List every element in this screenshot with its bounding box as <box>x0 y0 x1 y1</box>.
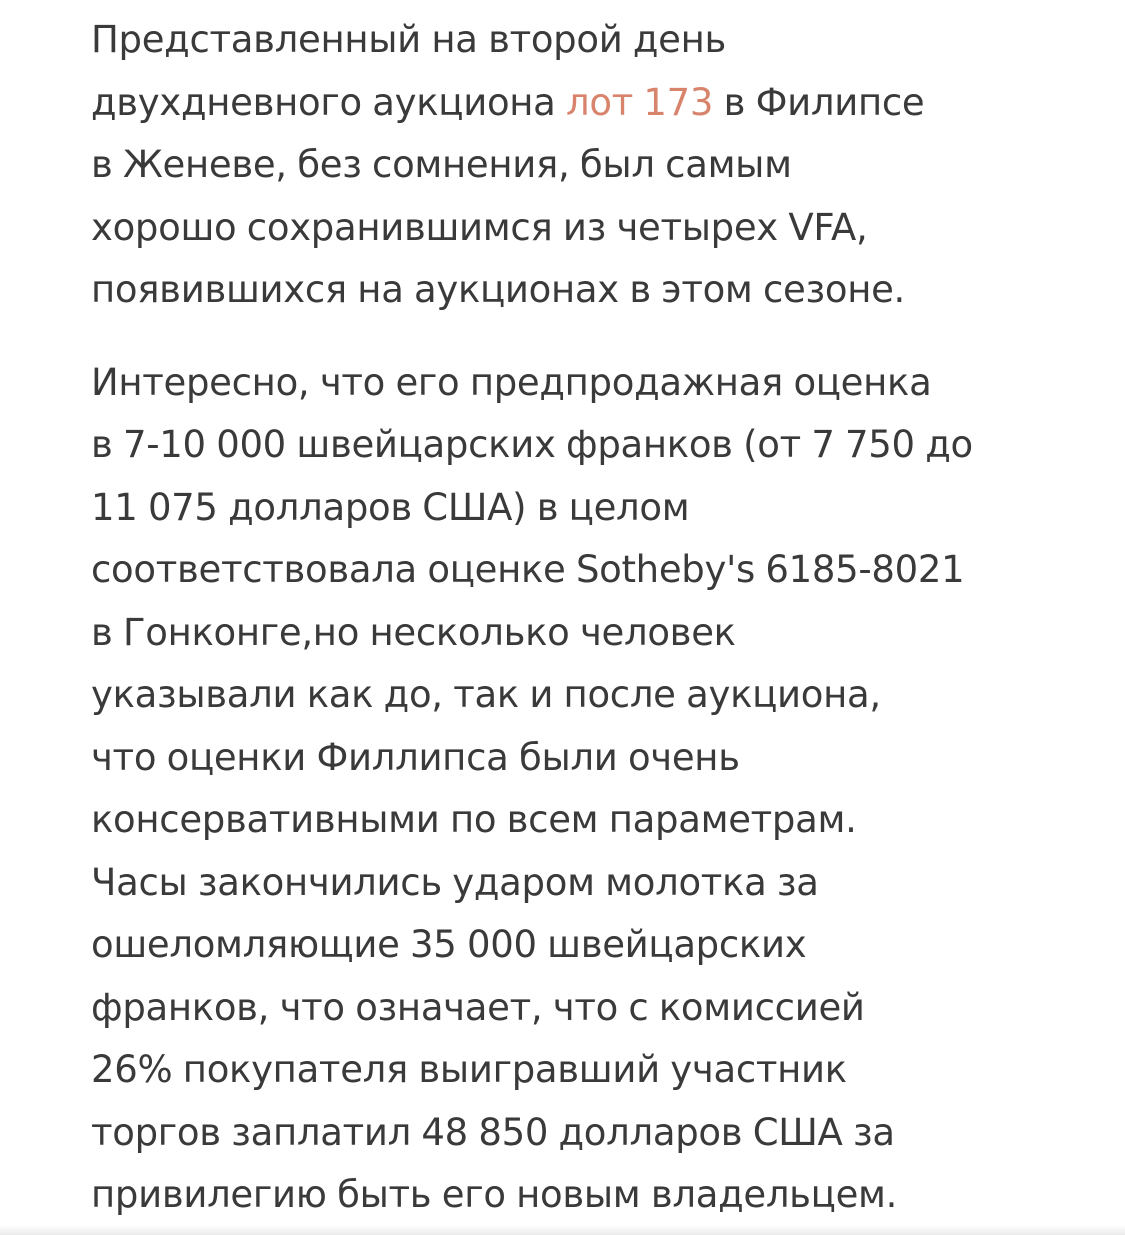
text-line: хорошо сохранившимся из четырех VFA, <box>91 205 868 249</box>
text-line: появившихся на аукционах в этом сезоне. <box>91 268 906 311</box>
paragraph-estimate <box>91 352 991 1227</box>
text-line: привилегию быть его новым владельцем. <box>91 1173 898 1216</box>
text-segment: двухдневного аукциона <box>91 80 567 124</box>
text-line-with-link <box>91 72 991 135</box>
text-line: ошеломляющие 35 000 швейцарских <box>91 923 807 966</box>
text-line: соответствовала оценке Sotheby's 6185-8021 <box>91 548 965 591</box>
text-segment: в Филипсе <box>713 80 925 124</box>
text-line: 11 075 долларов США) в целом <box>91 485 690 529</box>
text-line: в Женеве, без сомнения, был самым <box>91 143 792 186</box>
text-line: в Гонконге,но несколько человек <box>91 610 736 654</box>
text-line: Интересно, что его предпродажная оценка <box>91 360 932 404</box>
text-line: консервативными по всем параметрам. <box>91 798 857 841</box>
text-line: что оценки Филлипса были очень <box>91 735 740 779</box>
text-line: в 7-10 000 швейцарских франков (от 7 750 до <box>91 423 973 466</box>
article-body <box>91 9 991 1227</box>
text-line: 26% покупателя выигравший участник <box>91 1048 847 1091</box>
text-line: Представленный на второй день <box>91 18 727 61</box>
lot-173-link[interactable]: лот 173 <box>566 80 714 124</box>
paragraph-intro <box>91 9 991 322</box>
bottom-edge-shadow <box>0 1225 1125 1235</box>
text-line: указывали как до, так и после аукциона, <box>91 673 881 716</box>
text-line: франков, что означает, что с комиссией <box>91 985 865 1029</box>
text-line: торгов заплатил 48 850 долларов США за <box>91 1110 895 1154</box>
text-line: Часы закончились ударом молотка за <box>91 860 819 904</box>
